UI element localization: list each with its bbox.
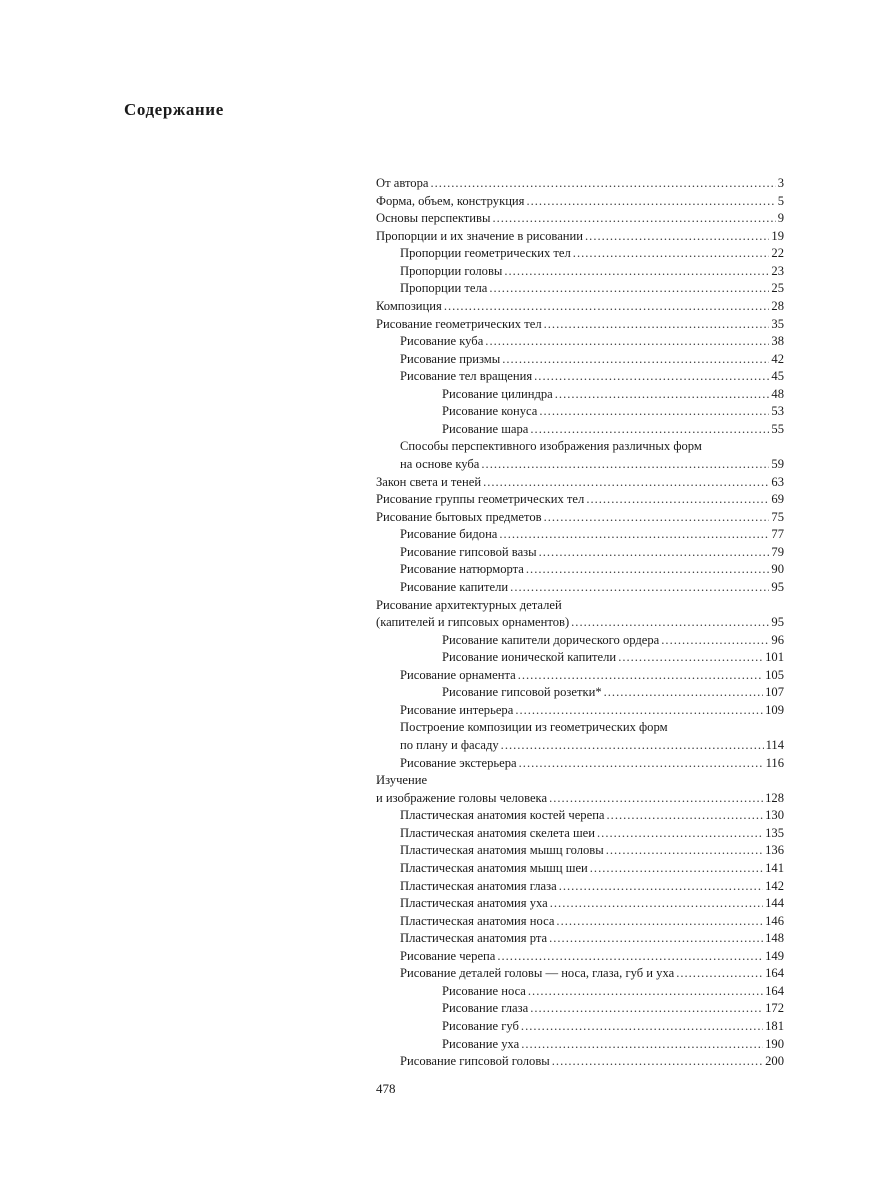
toc-leader-dots <box>530 421 769 439</box>
toc-leader-dots <box>661 632 769 650</box>
toc-entry-title: Рисование губ <box>442 1019 519 1033</box>
toc-entry-title: Рисование орнамента <box>400 667 516 682</box>
toc-entry-title: по плану и фасаду <box>400 738 499 752</box>
toc-entry <box>376 421 784 439</box>
toc-entry <box>376 719 784 737</box>
toc-entry <box>376 878 784 896</box>
toc-leader-dots <box>559 878 763 896</box>
toc-entry-page: 90 <box>771 562 784 577</box>
toc-entry-page: 45 <box>771 369 784 384</box>
toc-entry-title: Пропорции и их значение в рисовании <box>376 228 584 243</box>
toc-leader-dots <box>604 684 763 702</box>
toc-entry-title: Рисование экстерьера <box>400 755 517 770</box>
toc-entry <box>376 913 784 931</box>
toc-entry <box>376 403 784 421</box>
toc-entry-page: 96 <box>771 632 784 647</box>
toc-entry-page: 116 <box>765 755 784 770</box>
toc-entry-title: Рисование гипсовой розетки* <box>442 685 602 700</box>
toc-entry-title: (капителей и гипсовых орнаментов) <box>376 615 570 630</box>
toc-entry <box>376 842 784 860</box>
toc-entry <box>376 772 784 790</box>
toc-entry-title: Рисование интерьера <box>400 702 514 717</box>
toc-entry-title: Пластическая анатомия носа <box>400 913 555 928</box>
toc-entry-page: 101 <box>765 650 784 665</box>
toc-leader-dots <box>521 1018 763 1036</box>
toc-leader-dots <box>481 456 769 474</box>
toc-entry-title: Пропорции тела <box>400 281 488 296</box>
toc-entry-title: Рисование шара <box>442 421 529 436</box>
toc-entry <box>376 526 784 544</box>
toc-entry <box>376 438 784 456</box>
toc-entry-page: 148 <box>765 931 784 946</box>
toc-entry-page: 146 <box>765 913 784 928</box>
toc-entry <box>376 210 784 228</box>
toc-entry-title: Рисование капители дорического ордера <box>442 632 660 647</box>
toc-entry <box>376 280 784 298</box>
toc-entry-title: Рисование бидона <box>400 527 498 542</box>
toc-entry-title: Рисование архитектурных деталей <box>376 597 562 612</box>
toc-entry <box>376 491 784 509</box>
toc-entry-title: Рисование носа <box>442 983 526 998</box>
toc-entry <box>376 298 784 316</box>
toc-entry-page: 136 <box>765 843 784 858</box>
toc-entry-page: 105 <box>765 667 784 682</box>
toc-leader-dots <box>518 667 763 685</box>
toc-leader-dots <box>676 965 763 983</box>
toc-entry-title: Закон света и теней <box>376 474 482 489</box>
toc-entry-page: 53 <box>771 404 784 419</box>
toc-entry-page: 149 <box>765 948 784 963</box>
toc-entry-page: 190 <box>765 1036 784 1051</box>
toc-leader-dots <box>550 895 763 913</box>
toc-entry <box>376 825 784 843</box>
toc-entry <box>376 351 784 369</box>
toc-leader-dots <box>502 351 769 369</box>
toc-entry <box>376 948 784 966</box>
toc-entry <box>376 1036 784 1054</box>
toc-entry <box>376 632 784 650</box>
toc-entry-page: 109 <box>765 702 784 717</box>
toc-entry-title: Рисование геометрических тел <box>376 316 542 331</box>
toc-entry <box>376 614 784 632</box>
toc-leader-dots <box>515 702 763 720</box>
toc-leader-dots <box>492 210 775 228</box>
toc-entry-title: на основе куба <box>400 457 480 471</box>
toc-entry <box>376 983 784 1001</box>
toc-leader-dots <box>489 280 769 298</box>
toc-entry <box>376 930 784 948</box>
toc-entry-title: Способы перспективного изображения различных форм <box>400 439 702 454</box>
toc-leader-dots <box>556 913 763 931</box>
toc-entry-page: 114 <box>765 738 784 752</box>
toc-entry <box>376 561 784 579</box>
toc-leader-dots <box>499 526 769 544</box>
toc-entry <box>376 755 784 773</box>
toc-leader-dots <box>552 1053 763 1071</box>
toc-entry-page: 69 <box>771 492 784 507</box>
toc-entry-page: 63 <box>771 474 784 489</box>
toc-entry-page: 38 <box>771 334 784 349</box>
toc-leader-dots <box>526 561 770 579</box>
toc-entry-title: Композиция <box>376 298 442 313</box>
toc-leader-dots <box>549 790 763 808</box>
toc-leader-dots <box>618 649 763 667</box>
toc-entry-title: От автора <box>376 176 429 190</box>
toc-leader-dots <box>504 263 769 281</box>
toc-leader-dots <box>607 807 764 825</box>
toc-leader-dots <box>585 228 769 246</box>
toc-entry-title: Рисование призмы <box>400 351 501 366</box>
toc-entry <box>376 316 784 334</box>
toc-entry-page: 95 <box>771 579 784 594</box>
toc-leader-dots <box>534 368 769 386</box>
toc-entry-page: 164 <box>765 983 784 998</box>
toc-entry-title: Рисование конуса <box>442 404 538 419</box>
toc-entry <box>376 386 784 404</box>
toc-entry-page: 79 <box>771 544 784 559</box>
toc-leader-dots <box>544 316 770 334</box>
toc-entry <box>376 1018 784 1036</box>
toc-entry-title: Основы перспективы <box>376 211 491 226</box>
toc-entry-page: 35 <box>771 316 784 331</box>
toc-leader-dots <box>597 825 763 843</box>
toc-entry <box>376 649 784 667</box>
toc-entry <box>376 333 784 351</box>
toc-entry <box>376 790 784 808</box>
toc-entry-page: 77 <box>771 527 784 542</box>
toc-leader-dots <box>539 544 770 562</box>
toc-leader-dots <box>444 298 770 316</box>
toc-entry-title: Форма, объем, конструкция <box>376 193 525 208</box>
toc-entry-title: Пластическая анатомия мышц головы <box>400 843 604 858</box>
toc-entry <box>376 509 784 527</box>
toc-leader-dots <box>606 842 763 860</box>
page-title: Содержание <box>124 100 224 119</box>
toc-entry <box>376 965 784 983</box>
toc-entry-title: Рисование капители <box>400 579 509 594</box>
toc-entry <box>376 1053 784 1071</box>
toc-entry <box>376 175 784 193</box>
toc-leader-dots <box>510 579 769 597</box>
toc-entry-title: Пластическая анатомия скелета шеи <box>400 825 596 840</box>
toc-entry-page: 59 <box>771 457 784 471</box>
toc-entry <box>376 474 784 492</box>
toc-entry-title: Рисование гипсовой головы <box>400 1054 550 1069</box>
toc-entry <box>376 368 784 386</box>
toc-entry-title: Рисование группы геометрических тел <box>376 492 585 507</box>
toc-entry <box>376 579 784 597</box>
toc-entry <box>376 807 784 825</box>
toc-entry-page: 5 <box>777 193 784 208</box>
toc-entry-page: 172 <box>765 1001 784 1016</box>
toc-entry <box>376 860 784 878</box>
toc-entry-title: Рисование деталей головы — носа, глаза, губ и уха <box>400 966 675 981</box>
toc-leader-dots <box>528 983 763 1001</box>
toc-entry <box>376 245 784 263</box>
toc-entry <box>376 263 784 281</box>
toc-leader-dots <box>573 245 770 263</box>
toc-entry-page: 107 <box>765 685 784 700</box>
toc-entry <box>376 193 784 211</box>
toc-leader-dots <box>586 491 769 509</box>
toc-leader-dots <box>483 474 769 492</box>
toc-leader-dots <box>555 386 770 404</box>
toc-entry-title: и изображение головы человека <box>376 790 548 805</box>
toc-entry-title: Пластическая анатомия мышц шеи <box>400 860 588 875</box>
toc-entry-title: Пластическая анатомия глаза <box>400 878 557 893</box>
toc-entry-page: 19 <box>771 228 784 243</box>
toc-entry-page: 181 <box>765 1019 784 1033</box>
toc-entry <box>376 737 784 755</box>
toc-entry <box>376 544 784 562</box>
toc-entry-title: Рисование глаза <box>442 1001 529 1016</box>
toc-entry-title: Рисование тел вращения <box>400 369 533 384</box>
toc-entry-page: 128 <box>765 790 784 805</box>
toc-entry-page: 42 <box>771 351 784 366</box>
toc-entry-page: 95 <box>771 615 784 630</box>
toc-entry-title: Рисование цилиндра <box>442 386 553 401</box>
toc-entry <box>376 597 784 615</box>
toc-leader-dots <box>519 755 764 773</box>
toc-entry-page: 25 <box>771 281 784 296</box>
toc-entry-page: 130 <box>765 808 784 823</box>
toc-leader-dots <box>431 175 776 193</box>
toc-entry-title: Рисование гипсовой вазы <box>400 544 537 559</box>
toc-entry <box>376 228 784 246</box>
toc-leader-dots <box>530 1000 763 1018</box>
page-number: 478 <box>376 1081 396 1096</box>
toc-entry-title: Рисование черепа <box>400 948 496 963</box>
toc-entry-page: 135 <box>765 825 784 840</box>
toc-leader-dots <box>526 193 775 211</box>
toc-entry-page: 23 <box>771 263 784 278</box>
toc-leader-dots <box>501 737 764 755</box>
toc-entry-title: Рисование куба <box>400 334 484 349</box>
toc-entry-page: 48 <box>771 386 784 401</box>
toc-entry <box>376 1000 784 1018</box>
toc-entry-page: 164 <box>765 966 784 981</box>
toc-leader-dots <box>539 403 769 421</box>
toc-leader-dots <box>521 1036 763 1054</box>
toc-entry-page: 55 <box>771 421 784 436</box>
toc-entry-page: 142 <box>765 878 784 893</box>
toc-leader-dots <box>571 614 769 632</box>
toc-entry <box>376 895 784 913</box>
toc-entry-title: Изучение <box>376 773 428 788</box>
toc-entry-page: 22 <box>771 246 784 261</box>
toc-entry-page: 9 <box>777 211 784 226</box>
toc-entry-title: Рисование ионической капители <box>442 650 617 665</box>
table-of-contents <box>376 175 784 1071</box>
toc-entry-page: 144 <box>765 896 784 911</box>
toc-leader-dots <box>544 509 770 527</box>
toc-entry <box>376 667 784 685</box>
toc-entry-page: 200 <box>765 1054 784 1069</box>
toc-entry-title: Построение композиции из геометрических форм <box>400 720 668 735</box>
toc-leader-dots <box>549 930 763 948</box>
toc-entry-title: Пластическая анатомия костей черепа <box>400 808 605 823</box>
toc-entry-page: 3 <box>777 176 784 190</box>
toc-entry <box>376 702 784 720</box>
toc-entry-title: Пропорции геометрических тел <box>400 246 571 261</box>
toc-entry-title: Пластическая анатомия рта <box>400 931 548 946</box>
toc-entry-title: Пропорции головы <box>400 263 503 278</box>
toc-leader-dots <box>590 860 763 878</box>
toc-entry <box>376 456 784 474</box>
toc-entry-page: 75 <box>771 509 784 524</box>
toc-entry-title: Рисование натюрморта <box>400 562 524 577</box>
toc-entry-page: 141 <box>765 860 784 875</box>
toc-entry <box>376 684 784 702</box>
toc-entry-title: Пластическая анатомия уха <box>400 896 548 911</box>
toc-leader-dots <box>485 333 769 351</box>
toc-entry-title: Рисование бытовых предметов <box>376 509 542 524</box>
toc-entry-page: 28 <box>771 298 784 313</box>
toc-entry-title: Рисование уха <box>442 1036 520 1051</box>
toc-leader-dots <box>497 948 763 966</box>
